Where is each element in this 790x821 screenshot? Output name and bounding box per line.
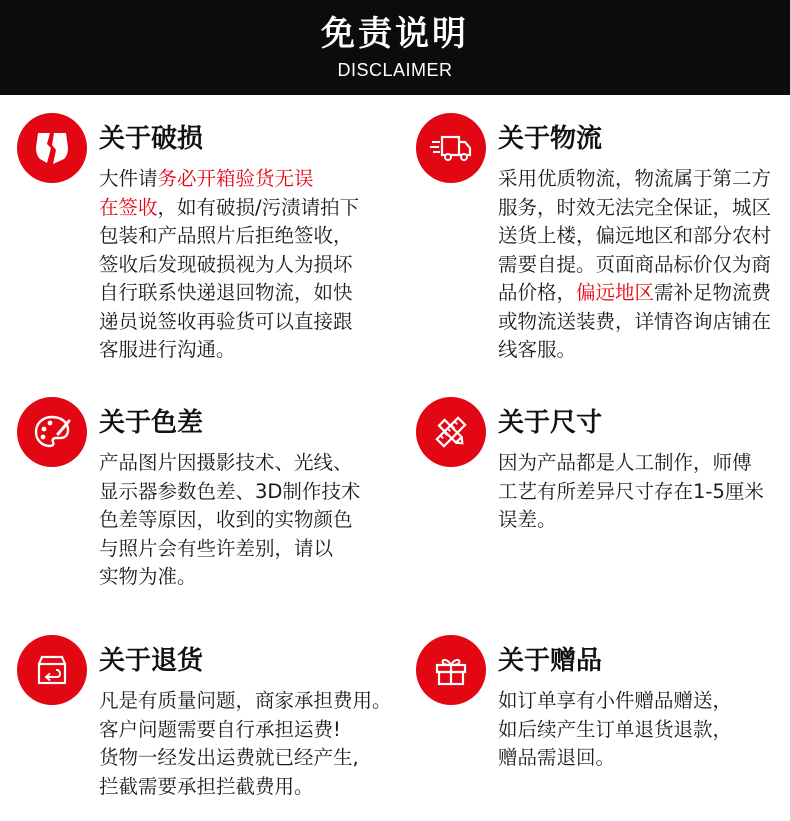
body-line: 服务，时效无法完全保证，城区 xyxy=(498,195,772,219)
return-box-icon xyxy=(17,635,87,705)
body-line: 误差。 xyxy=(498,508,557,531)
body-line: 递员说签收再验货可以直接跟 xyxy=(99,309,353,333)
body-line: 产品图片因摄影技术、光线、 xyxy=(99,451,353,474)
section-damage xyxy=(17,113,397,373)
body-line: 拦截需要承担拦截费用。 xyxy=(99,774,314,798)
body-line: 签收后发现破损视为人为损坏 xyxy=(99,252,353,276)
body-line: 如订单享有小件赠品赠送， xyxy=(498,689,733,712)
section-logistics-body xyxy=(498,165,771,365)
section-size-title: 关于尺寸 xyxy=(498,408,603,438)
body-line: 如后续产生订单退货退款， xyxy=(498,717,733,741)
body-line: 客服进行沟通。 xyxy=(99,338,236,361)
section-size xyxy=(416,397,786,547)
page-title: 免责说明 xyxy=(321,14,469,54)
section-returns-title: 关于退货 xyxy=(99,646,204,676)
header-banner xyxy=(0,0,790,95)
section-size-body xyxy=(498,449,764,535)
section-returns-body xyxy=(99,687,392,801)
body-line: 与照片会有些许差别，请以 xyxy=(99,536,334,560)
page-subtitle: DISCLAIMER xyxy=(337,60,453,80)
body-line: 线客服。 xyxy=(498,338,577,361)
section-color-body xyxy=(99,449,360,592)
section-gifts xyxy=(416,635,786,785)
body-line: 因为产品都是人工制作，师傅 xyxy=(498,451,752,474)
section-logistics-title: 关于物流 xyxy=(498,124,603,154)
section-color-title: 关于色差 xyxy=(99,408,204,438)
delivery-truck-icon xyxy=(416,113,486,183)
broken-shield-icon xyxy=(17,113,87,183)
body-line: 显示器参数色差、3D制作技术 xyxy=(99,479,361,503)
section-gifts-title: 关于赠品 xyxy=(498,646,603,676)
body-line: 色差等原因，收到的实物颜色 xyxy=(99,508,353,531)
body-line: 包装和产品照片后拒绝签收， xyxy=(99,224,353,247)
gift-icon xyxy=(416,635,486,705)
ruler-pencil-icon xyxy=(416,397,486,467)
body-line: 自行联系快递退回物流，如快 xyxy=(99,281,353,304)
palette-icon xyxy=(17,397,87,467)
body-line: 或物流送装费，详情咨询店铺在 xyxy=(498,309,772,333)
body-line: 赠品需退回。 xyxy=(498,746,616,769)
section-gifts-body xyxy=(498,687,732,773)
body-line: 大件请务必开箱验货无误 xyxy=(99,167,314,190)
body-line: 送货上楼，偏远地区和部分农村 xyxy=(498,224,772,247)
body-line: 需要自提。页面商品标价仅为商 xyxy=(498,252,772,276)
body-line: 货物一经发出运费就已经产生, xyxy=(99,746,359,769)
body-line: 客户问题需要自行承担运费! xyxy=(99,717,341,741)
section-color xyxy=(17,397,397,597)
body-line: 实物为准。 xyxy=(99,565,197,588)
body-line: 凡是有质量问题，商家承担费用。 xyxy=(99,689,392,712)
body-line: 在签收，如有破损/污渍请拍下 xyxy=(99,195,360,219)
section-logistics xyxy=(416,113,786,373)
body-line: 品价格，偏远地区需补足物流费 xyxy=(498,281,772,304)
section-damage-body xyxy=(99,165,359,365)
body-line: 采用优质物流，物流属于第二方 xyxy=(498,167,772,190)
section-returns xyxy=(17,635,407,805)
body-line: 工艺有所差异尺寸存在1-5厘米 xyxy=(498,479,764,503)
section-damage-title: 关于破损 xyxy=(99,124,204,154)
